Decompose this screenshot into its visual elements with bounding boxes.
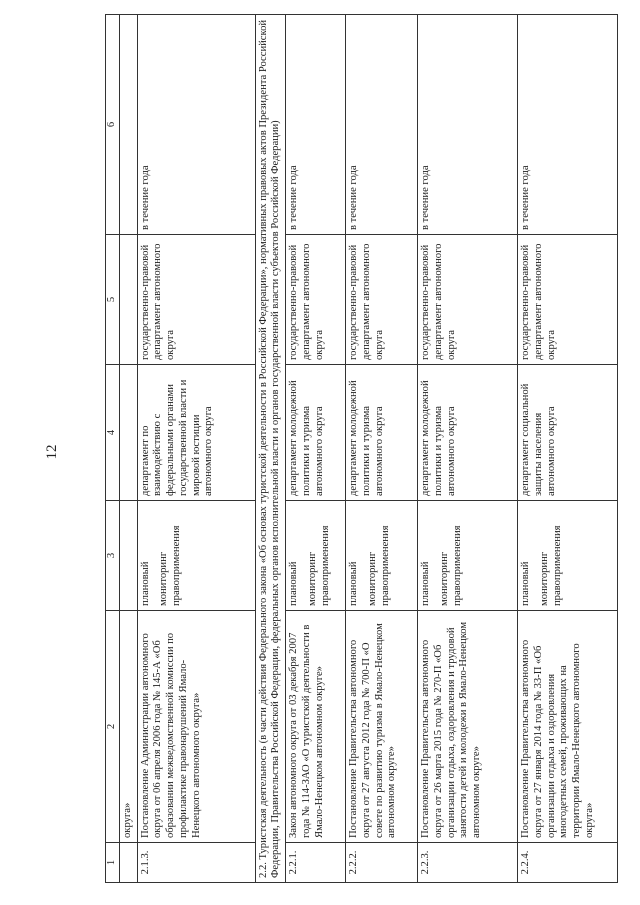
term: в течение года [518, 15, 618, 235]
term: в течение года [137, 15, 255, 235]
table-row [418, 15, 518, 883]
table-row [346, 15, 418, 883]
coexecutor: государственно-правовой департамент автономного округа [418, 235, 518, 365]
responsible-department: департамент молодежной политики и туризма автономного округа [286, 365, 346, 501]
header-cell-6: 6 [106, 15, 120, 235]
continuation-row [120, 15, 138, 883]
header-cell-1: 1 [106, 843, 120, 883]
coexecutor: государственно-правовой департамент автономного округа [286, 235, 346, 365]
section-row [255, 15, 285, 883]
monitoring-type: плановый мониторинг правоприменения [137, 501, 255, 611]
table-row [286, 15, 346, 883]
monitoring-type: плановый мониторинг правоприменения [346, 501, 418, 611]
page-number: 12 [44, 444, 60, 460]
continuation-text: округа» [120, 611, 138, 843]
rotated-table-container [105, 15, 630, 883]
responsible-department: департамент по взаимодействию с федеральными органами государственной власти и мировой юстиции автономного округа [137, 365, 255, 501]
table-row [518, 15, 618, 883]
term: в течение года [346, 15, 418, 235]
coexecutor: государственно-правовой департамент автономного округа [137, 235, 255, 365]
header-cell-4: 4 [106, 365, 120, 501]
responsible-department: департамент молодежной политики и туризма автономного округа [418, 365, 518, 501]
term: в течение года [418, 15, 518, 235]
row-number: 2.2.2. [346, 843, 418, 883]
coexecutor: государственно-правовой департамент автономного округа [518, 235, 618, 365]
act-title: Постановление Администрации автономного округа от 06 апреля 2006 года № 145-А «Об образовании межведомственной комиссии по профилактике правонарушений Ямало-Ненецкого автономного округа» [137, 611, 255, 843]
monitoring-type: плановый мониторинг правоприменения [418, 501, 518, 611]
act-title: Постановление Правительства автономного округа от 27 августа 2012 года № 700-П «О совете по развитию туризма в Ямало-Ненецком автономном округе» [346, 611, 418, 843]
act-title: Постановление Правительства автономного округа от 27 января 2014 года № 33-П «Об организации отдыха и оздоровления многодетных семей, проживающих на территории Ямало-Ненецкого автономного округа» [518, 611, 618, 843]
responsible-department: департамент молодежной политики и туризма автономного округа [346, 365, 418, 501]
table-row [137, 15, 255, 883]
act-title: Закон автономного округа от 03 декабря 2007 года № 114-ЗАО «О туристской деятельности в Ямало-Ненецком автономном округе» [286, 611, 346, 843]
section-heading: 2.2. Туристская деятельность (в части действия Федерального закона «Об основах туристской деятельности в Российской Федерации», нормативных правовых актов Президента Российской Федерации, Правительства Российской Федерации, федеральных органов исполнительной власти и органов государственной власти субъектов Российской Федерации) [255, 15, 285, 883]
coexecutor: государственно-правовой департамент автономного округа [346, 235, 418, 365]
row-number: 2.1.3. [137, 843, 255, 883]
plan-table [105, 14, 618, 883]
responsible-department: департамент социальной защиты населения автономного округа [518, 365, 618, 501]
header-row [106, 15, 120, 883]
header-cell-3: 3 [106, 501, 120, 611]
act-title: Постановление Правительства автономного округа от 26 марта 2015 года № 270-П «Об организации отдыха, оздоровления и трудовой занятости детей и молодежи в Ямало-Ненецком автономном округе» [418, 611, 518, 843]
header-cell-2: 2 [106, 611, 120, 843]
row-number: 2.2.4. [518, 843, 618, 883]
term: в течение года [286, 15, 346, 235]
monitoring-type: плановый мониторинг правоприменения [286, 501, 346, 611]
monitoring-type: плановый мониторинг правоприменения [518, 501, 618, 611]
header-cell-5: 5 [106, 235, 120, 365]
row-number: 2.2.1. [286, 843, 346, 883]
row-number: 2.2.3. [418, 843, 518, 883]
